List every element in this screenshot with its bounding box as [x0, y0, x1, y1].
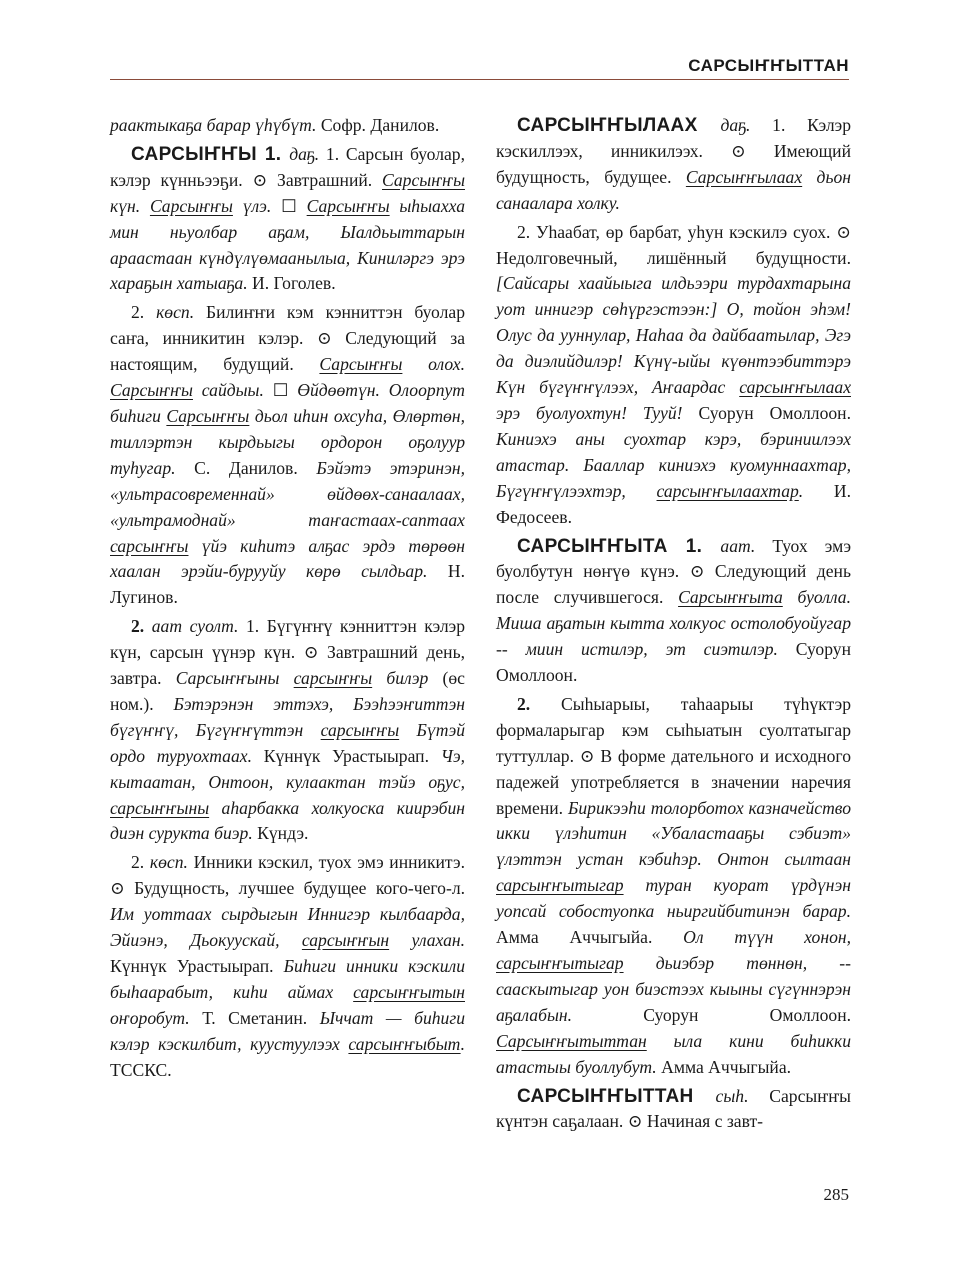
text-run: Амма Аччыгыйа.	[496, 927, 684, 948]
text-run: даҕ.	[720, 115, 773, 135]
text-run: Ыччат — биһиги кэлэр кэскилбит, куустуулээх	[110, 1007, 465, 1054]
text-run: ыла кини биһикки атастыы буоллубут.	[496, 1030, 851, 1077]
underlined-example-word: сарсыҥҥыны	[110, 797, 210, 818]
underlined-example-word: сарсыҥҥы	[293, 668, 373, 689]
text-run: Ол түүн хонон,	[683, 927, 851, 948]
text-run: 2.	[131, 302, 157, 323]
text-run: [Сайсары хаайыыга илдьээри турдахтарына уот иннигэр сөһүргэстээн:] О, тойон эһэм! Олус да ууннулар, Наһаа да дайбаатылар, Эгэ да диэлийдилэр! Күнү-ыйы күөнтээбиттэрэ Күн бүгүҥҥүлээх, Аҥаардас	[496, 273, 851, 398]
dictionary-paragraph	[496, 692, 851, 1081]
text-run: .	[460, 1033, 465, 1054]
text-run: оҥоробут.	[110, 1007, 203, 1028]
text-run: сыһ.	[715, 1085, 770, 1106]
text-run: эрэ буолуохтун! Тууй!	[496, 402, 699, 423]
dictionary-paragraph	[496, 1084, 851, 1136]
headword: САРСЫҤҤЫЛААХ	[517, 115, 721, 136]
text-run: олох.	[402, 354, 465, 375]
text-run: Өйдөөтүн. Олоорпут биһиги	[110, 380, 466, 426]
underlined-example-word: сарсыҥҥы	[320, 719, 400, 740]
text-run: Бэтэрэнэн эттэхэ, Бээһээҥиттэн бүгүҥҥү, Бүгүҥҥүттэн	[110, 693, 465, 740]
text-run: ☐	[272, 380, 298, 401]
text-run: .	[798, 480, 834, 501]
text-run: Суорун Омоллоон.	[698, 402, 851, 423]
text-run: Суорун Омоллоон.	[643, 1004, 852, 1025]
text-run: Бирикээһи толорботох казначейство икки үлэһитин «Убаластааҕы сэбиэт» үлэттэн устан кэбиһэр. Онтон сылтаан	[496, 797, 851, 870]
text-run: Киниэхэ аны суохтар кэрэ, бэриниилээх атастар. Бааллар киниэхэ куомуннаахтар, Бүгүҥҥүлээхтэр,	[496, 428, 851, 501]
text-run: раактыкаҕа барар үһүбүт.	[110, 115, 321, 135]
text-run: дьол иһин охсуһа, Өлөртөн, тиллэртэн кырдьыгы ордорон оҕолуур туһугар.	[110, 405, 465, 478]
underlined-example-word: сарсыҥҥын	[301, 930, 390, 951]
text-run: Чэ, кытаатан, Онтоон, кулаактан тэйэ оҕус,	[110, 745, 465, 792]
text-run: И. Федосеев.	[496, 480, 851, 527]
text-run: күн.	[110, 195, 150, 216]
underlined-example-word: Сарсыҥҥытыттан	[496, 1030, 647, 1051]
underlined-example-word: Сарсыҥҥыта	[678, 587, 783, 608]
text-run: 1. Сарсын буолар, кэлэр күнньээҕи. ⊙ Завтрашний.	[110, 143, 465, 190]
text-run: Инники кэскил, туох эмэ инникитэ. ⊙ Будущность, лучшее будущее кого-чего-л.	[110, 852, 466, 899]
text-run: аат суолт.	[151, 616, 246, 637]
text-run: Биһиги инники кэскили быһаарабыт, киһи аймах	[110, 956, 465, 1002]
page-number: 285	[823, 1185, 849, 1204]
text-run: С. Данилов.	[194, 457, 317, 478]
underlined-example-word: Сарсыҥҥы	[306, 195, 390, 216]
text-run: И. Гоголев.	[252, 273, 336, 294]
left-column	[110, 113, 465, 1084]
dictionary-paragraph	[496, 113, 851, 217]
text-run: буолла. Миша аҕатын кытта холкуос остолобуойугар -- миин истилэр, эт сиэтилэр.	[496, 587, 851, 660]
text-run: Бэйэтэ этэринэн, «ультрасовременнай» өйдөөх-санаалаах, «ультрамоднай» таҥастаах-саптаах	[110, 457, 465, 530]
text-run: Софр. Данилов.	[320, 115, 440, 135]
text-run: 2. Уһаабат, өр барбат, уһун кэскилэ суох. ⊙ Недолговечный, лишённый будущности.	[496, 221, 851, 268]
running-head: САРСЫҤҤЫТТАН	[688, 56, 849, 75]
text-run: көсп.	[149, 852, 194, 873]
text-run: 2.	[131, 616, 152, 637]
dictionary-paragraph	[110, 142, 465, 297]
text-run: дьиэбэр төннөн, -- сааскытыгар уон биэстээх кыыны сүгүннэрэн аҕалабын.	[496, 953, 851, 1025]
underlined-example-word: сарсыҥҥыбыт	[348, 1033, 461, 1054]
text-run: даҕ.	[289, 143, 326, 164]
dictionary-paragraph	[110, 614, 465, 847]
dictionary-paragraph	[496, 534, 851, 689]
underlined-example-word: Сарсыҥҥы	[382, 169, 465, 190]
text-run: аһарбакка холкуоска киирэбин диэн суруктa биэр.	[110, 797, 465, 844]
text-run: билэр	[372, 668, 443, 689]
text-run: туран куорат үрдүнэн уопсай собостуопка ньиргийбитинэн барар.	[496, 875, 851, 922]
underlined-example-word: Сарсыҥҥы	[149, 195, 233, 216]
text-run: Күндэ.	[257, 823, 309, 844]
headword: САРСЫҤҤЫТА 1.	[517, 535, 721, 557]
dictionary-paragraph	[110, 850, 465, 1083]
underlined-example-word: сарсыҥҥытыгар	[496, 953, 624, 973]
text-run: Бүтэй ордо туруохтаах.	[110, 719, 465, 766]
text-run: сайдыы.	[192, 380, 273, 401]
text-run: 1. Бүгүҥҥү кэнниттэн кэлэр күн, сарсын үүнэр күн. ⊙ Завтрашний день, завтра.	[110, 616, 465, 689]
header-rule	[110, 79, 849, 80]
text-run: (өс ном.).	[110, 668, 465, 714]
underlined-example-word: сарсыҥҥытыгар	[496, 875, 624, 896]
text-run: дьон санаалара холку.	[496, 166, 851, 213]
underlined-example-word: сарсыҥҥы	[110, 535, 189, 556]
text-run: Күннүк Урастыырап.	[263, 745, 441, 766]
text-run: Сарсыҥҥыны	[175, 668, 294, 689]
underlined-example-word: сарсыҥҥытын	[353, 981, 465, 1002]
dictionary-paragraph	[496, 220, 851, 531]
text-run: Н. Лугинов.	[110, 561, 465, 608]
text-run: улахан.	[389, 930, 465, 951]
text-run: Т. Сметанин.	[202, 1007, 320, 1028]
underlined-example-word: Сарсыҥҥы	[166, 405, 250, 426]
dictionary-paragraph	[110, 300, 465, 611]
underlined-example-word: сарсыҥҥылаах	[739, 377, 851, 398]
text-run: үлэ.	[232, 195, 282, 216]
text-run: 2.	[517, 693, 562, 714]
underlined-example-word: Сарсыҥҥылаах	[685, 166, 803, 187]
underlined-example-word: Сарсыҥҥы	[110, 380, 193, 401]
headword: САРСЫҤҤЫТТАН	[517, 1085, 716, 1107]
text-run: ☐	[281, 195, 307, 216]
text-run: Суорун Омоллоон.	[496, 639, 851, 686]
text-run: ыһыахха мин ньуолбар аҕам, Ыалдьыттарын араастаан күндүлүөмаанылыа, Киниләргэ эрэ хараҕын хатыаҕа.	[110, 195, 466, 294]
text-run: 2.	[131, 852, 150, 873]
underlined-example-word: Сарсыҥҥы	[319, 354, 403, 375]
text-run: көсп.	[156, 302, 206, 323]
text-run: үйэ киһитэ алҕас эрдэ төрөөн хаалан эрэйи-бурууйу көрө сылдьар.	[110, 535, 465, 582]
text-run: Билиҥҥи кэм кэнниттэн буолар саҥа, инникитин кэлэр. ⊙ Следующий за настоящим, будущий.	[110, 302, 465, 375]
text-run: Сыһыарыы, таһаарыы түһүктэр формаларыгар кэм сыһыатын суолтатыгар туттуллар. ⊙ В форме дательного и исходного падежей употребляется в значении наречия времени.	[496, 693, 851, 818]
text-run: 1. Кэлэр кэскиллээх, инникилээх. ⊙ Имеющий будущность, будущее.	[496, 115, 851, 187]
headword: САРСЫҤҤЫ 1.	[131, 143, 290, 165]
text-run: аат.	[720, 535, 773, 556]
text-run: Туох эмэ буолбутун нөҥүө күнэ. ⊙ Следующий день после случившегося.	[496, 535, 851, 608]
underlined-example-word: сарсыҥҥылаахтар	[656, 480, 799, 501]
text-run: Күннүк Урастыырап.	[110, 956, 284, 976]
text-run: Сарсыҥҥы күнтэн саҕалаан. ⊙ Начиная с завт-	[496, 1085, 851, 1132]
dictionary-paragraph	[110, 113, 465, 139]
text-run: Им уоттаах сырдыгын Иннигэр кылбаарда, Эйиэнэ, Дьокуускай,	[110, 904, 465, 951]
text-run: ТССКС.	[110, 1059, 172, 1080]
right-column	[496, 113, 851, 1135]
text-run: Амма Аччыгыйа.	[661, 1056, 792, 1077]
